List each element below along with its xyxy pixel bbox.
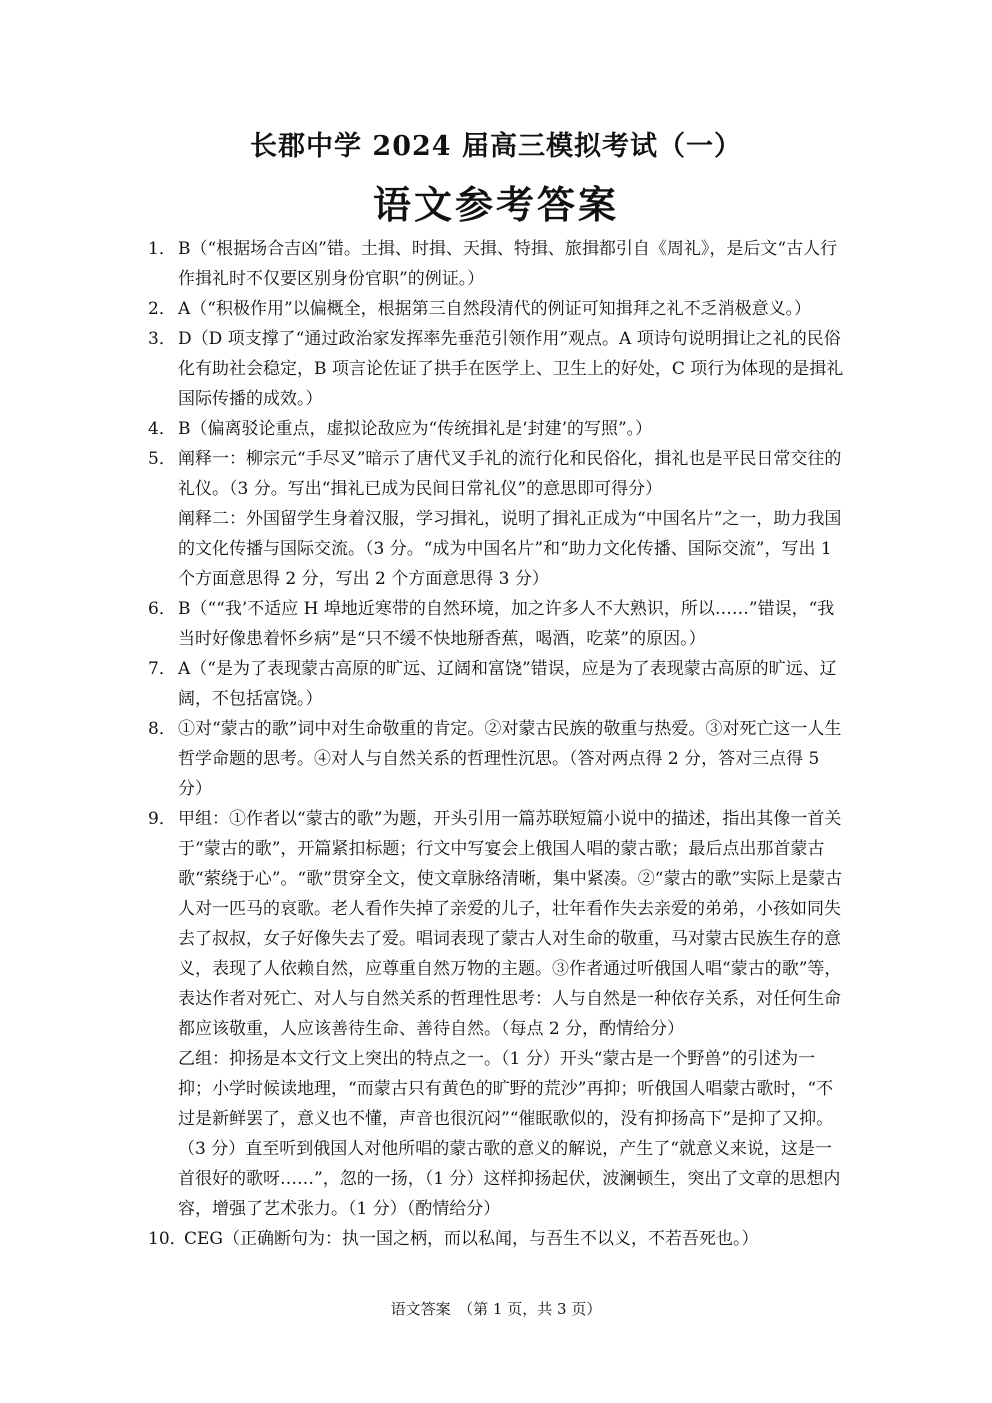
answer-text: B（“根据场合吉凶”错。土揖、时揖、天揖、特揖、旅揖都引自《周礼》，是后文“古人行作揖礼时不仅要区别身份官职”的例证。）	[178, 239, 838, 289]
answer-text: 阐释二：外国留学生身着汉服，学习揖礼，说明了揖礼正成为“中国名片”之一，助力我国的文化传播与国际交流。（3 分。“成为中国名片”和“助力文化传播、国际交流”，写出 1 个方面意思得 2 分，写出 2 个方面意思得 3 分）	[178, 509, 842, 589]
answer-text: 阐释一：柳宗元“手尽叉”暗示了唐代叉手礼的流行化和民俗化，揖礼也是平民日常交往的礼仪。（3 分。写出“揖礼已成为民间日常礼仪”的意思即可得分）	[178, 449, 842, 499]
answer-item-7	[148, 654, 848, 714]
answer-item-6	[148, 594, 848, 654]
answer-number: 6．	[148, 599, 176, 619]
answer-number: 4．	[148, 419, 176, 439]
answer-item-2	[148, 294, 848, 324]
answer-number: 1．	[148, 239, 176, 259]
answer-text: D（D 项支撑了“通过政治家发挥率先垂范引领作用”观点。A 项诗句说明揖让之礼的民俗化有助社会稳定，B 项言论佐证了拱手在医学上、卫生上的好处，C 项行为体现的是揖礼国际传播的成效。）	[178, 329, 844, 409]
answer-key-title: 语文参考答案	[372, 182, 619, 227]
answer-item-4	[148, 414, 848, 444]
page-footer: 语文答案 （第 1 页，共 3 页）	[390, 1300, 602, 1318]
answer-item-8	[148, 714, 848, 804]
answer-text: CEG（正确断句为：执一国之柄，而以私闻，与吾生不以义，不若吾死也。）	[184, 1229, 759, 1249]
answer-text: 甲组：①作者以“蒙古的歌”为题，开头引用一篇苏联短篇小说中的描述，指出其像一首关于“蒙古的歌”，开篇紧扣标题；行文中写宴会上俄国人唱的蒙古歌；最后点出那首蒙古歌“萦绕于心”。“歌”贯穿全文，使文章脉络清晰，集中紧凑。②“蒙古的歌”实际上是蒙古人对一匹马的哀歌。老人看作失掉了亲爱的儿子，壮年看作失去亲爱的弟弟，小孩如同失去了叔叔，女子好像失去了爱。唱词表现了蒙古人对生命的敬重，马对蒙古民族生存的意义，表现了人依赖自然，应尊重自然万物的主题。③作者通过听俄国人唱“蒙古的歌”等，表达作者对死亡、对人与自然关系的哲理性思考：人与自然是一种依存关系，对任何生命都应该敬重，人应该善待生命、善待自然。（每点 2 分，酌情给分）	[178, 809, 843, 1039]
answer-item-9	[148, 804, 848, 1224]
answer-list	[148, 234, 848, 1254]
answer-number: 3．	[148, 329, 176, 349]
answer-text: 乙组：抑扬是本文行文上突出的特点之一。（1 分）开头“蒙古是一个野兽”的引述为一抑；小学时候读地理，“而蒙古只有黄色的旷野的荒沙”再抑；听俄国人唱蒙古歌时，“不过是新鲜罢了，意义也不懂，声音也很沉闷”“催眠歌似的，没有抑扬高下”是抑了又抑。（3 分）直至听到俄国人对他所唱的蒙古歌的意义的解说，产生了“就意义来说，这是一首很好的歌呀……”，忽的一扬，（1 分）这样抑扬起伏，波澜顿生，突出了文章的思想内容，增强了艺术张力。（1 分）（酌情给分）	[178, 1049, 841, 1219]
exam-title: 长郡中学 2024 届高三模拟考试（一）	[250, 131, 742, 162]
answer-number: 9．	[148, 809, 176, 829]
answer-item-5	[148, 444, 848, 594]
answer-text: B（偏离驳论重点，虚拟论敌应为“传统揖礼是‘封建’的写照”。）	[178, 419, 653, 439]
answer-number: 10．	[148, 1229, 187, 1249]
answer-text: ①对“蒙古的歌”词中对生命敬重的肯定。②对蒙古民族的敬重与热爱。③对死亡这一人生哲学命题的思考。④对人与自然关系的哲理性沉思。（答对两点得 2 分，答对三点得 5 分）	[178, 719, 842, 799]
answer-text: A（“是为了表现蒙古高原的旷远、辽阔和富饶”错误，应是为了表现蒙古高原的旷远、辽阔，不包括富饶。）	[178, 659, 837, 709]
answer-number: 8．	[148, 719, 176, 739]
answer-item-10	[148, 1224, 848, 1254]
answer-number: 7．	[148, 659, 176, 679]
answer-number: 5．	[148, 449, 176, 469]
answer-text: A（“积极作用”以偏概全，根据第三自然段清代的例证可知揖拜之礼不乏消极意义。）	[178, 299, 812, 319]
answer-number: 2．	[148, 299, 176, 319]
answer-item-3	[148, 324, 848, 414]
answer-item-1	[148, 234, 848, 294]
answer-text: B（““我’不适应 H 埠地近寒带的自然环境，加之许多人不大熟识，所以……”错误，“我当时好像患着怀乡病”是“只不缓不快地掰香蕉，喝酒，吃菜”的原因。）	[178, 599, 835, 649]
